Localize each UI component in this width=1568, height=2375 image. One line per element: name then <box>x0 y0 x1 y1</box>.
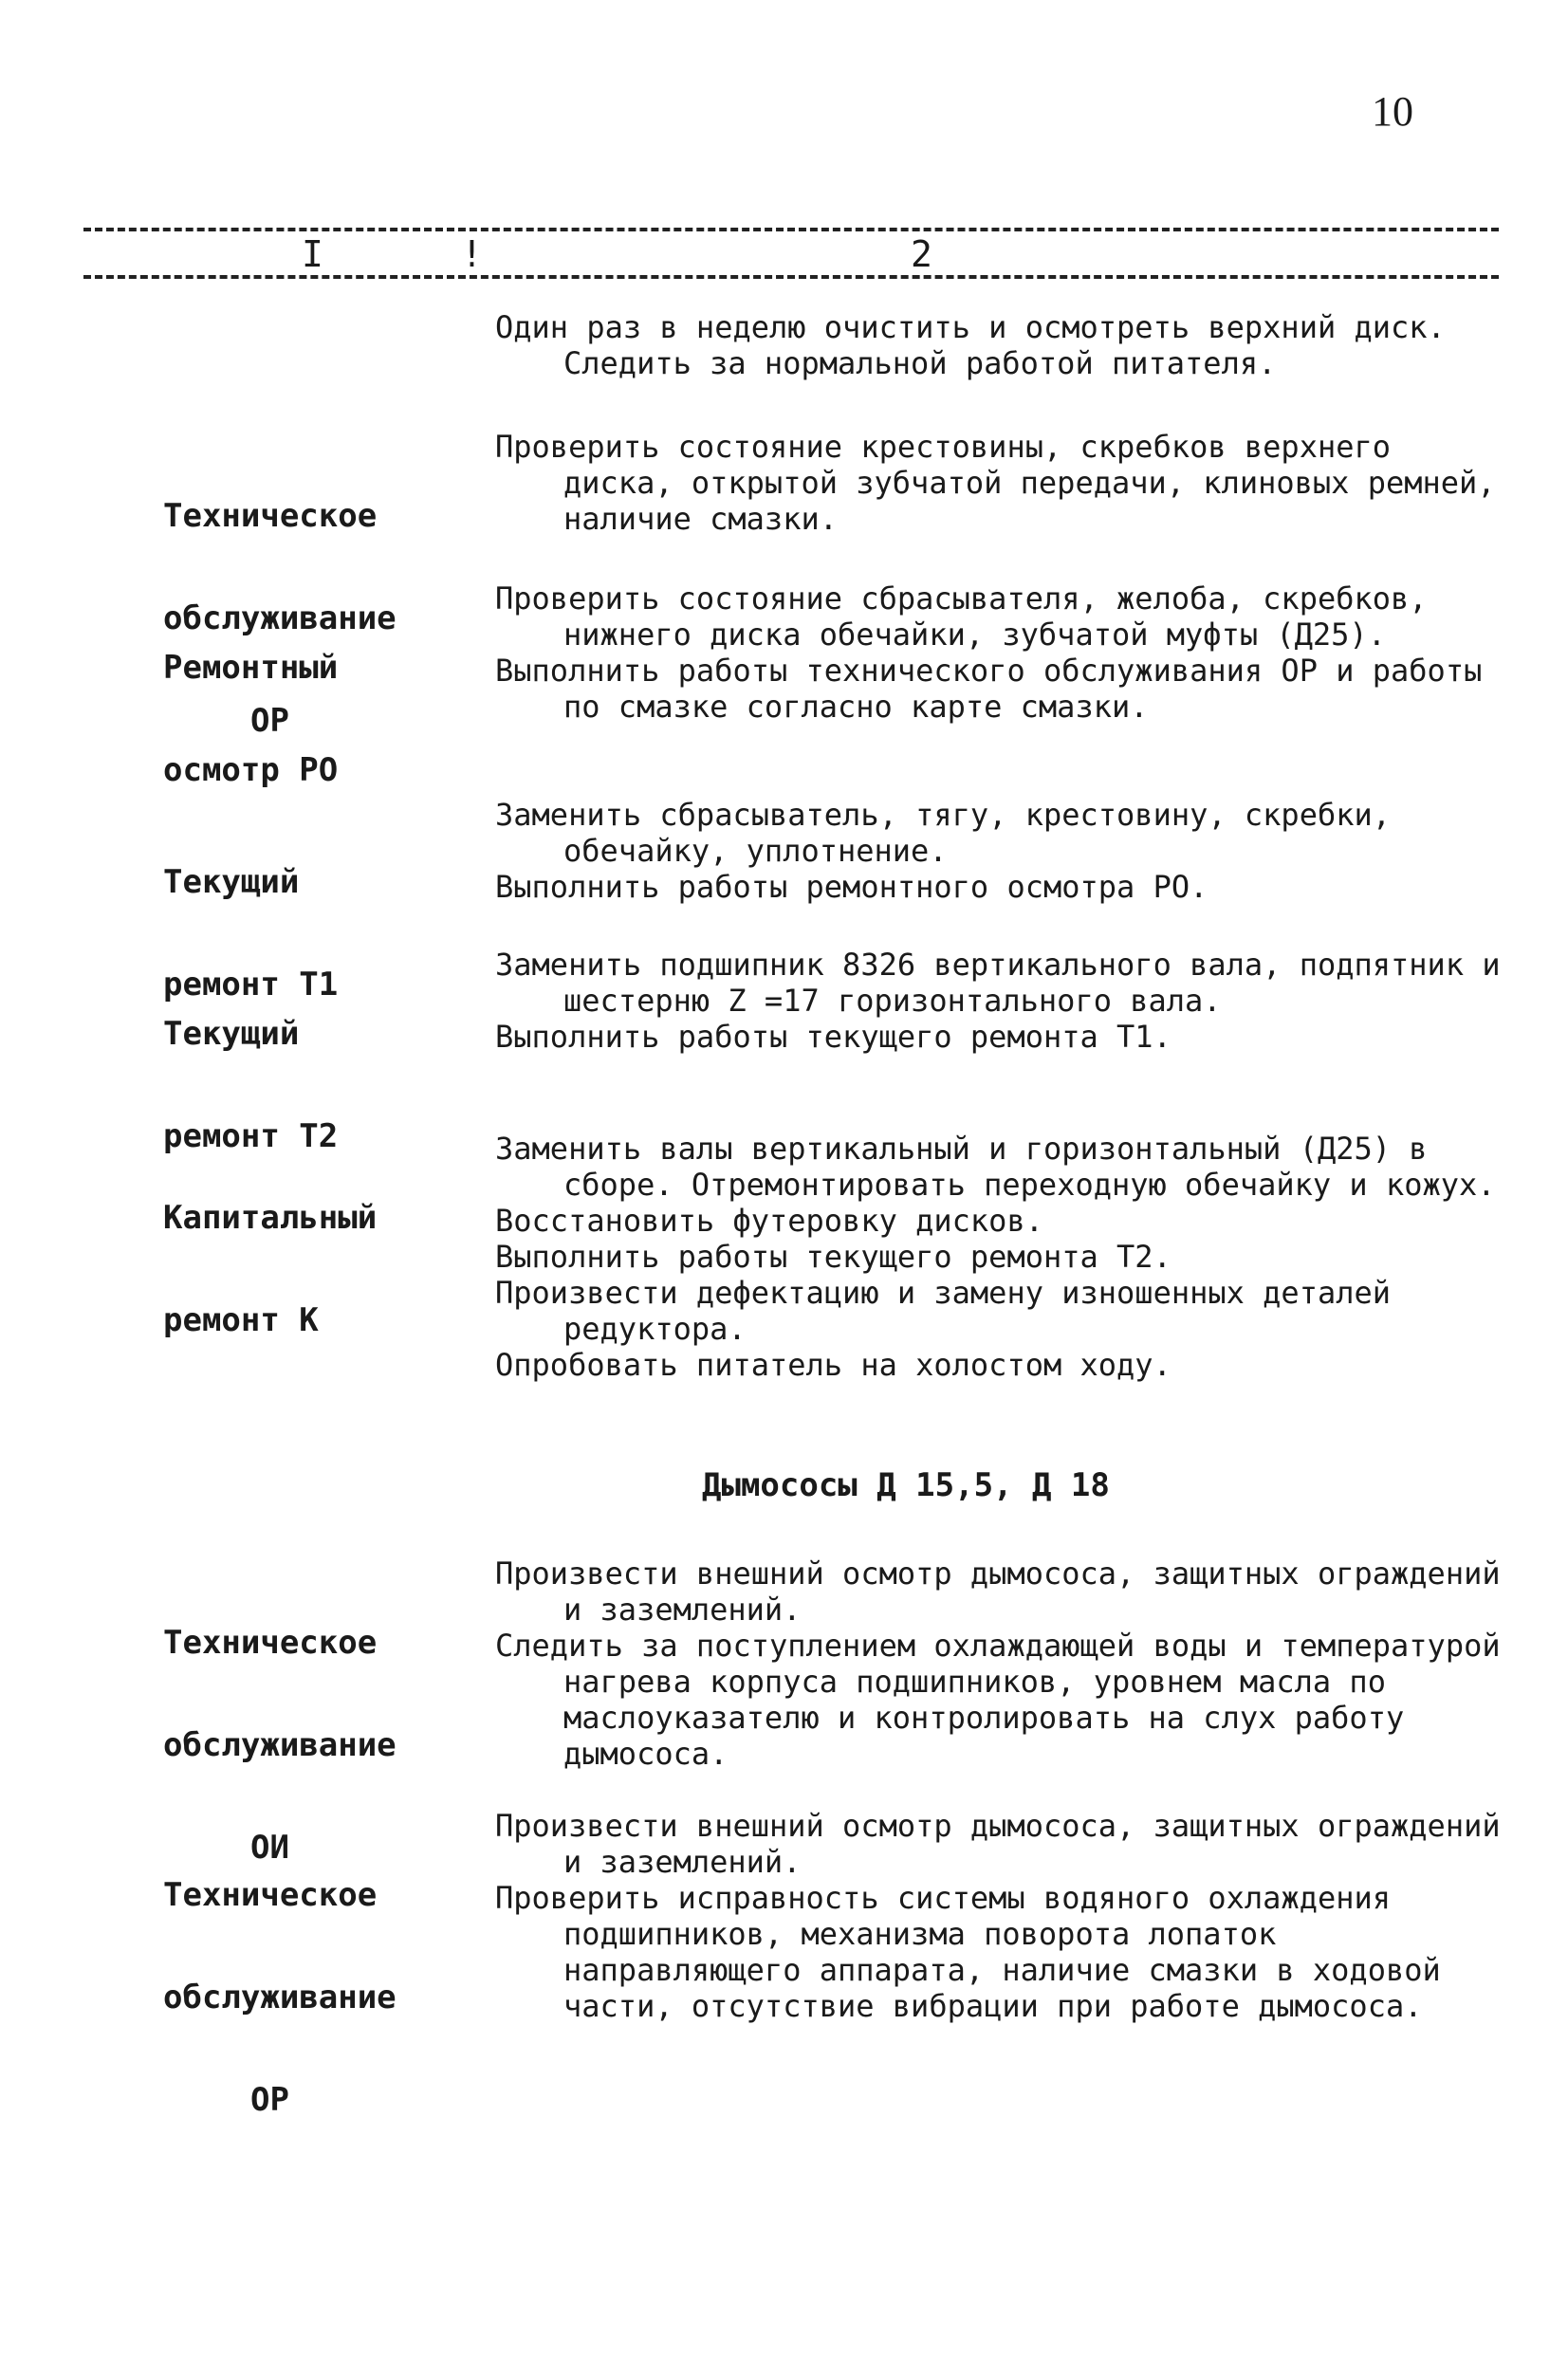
row-paragraph: Выполнить работы ремонтного осмотра РО. <box>495 869 1208 905</box>
row-label <box>163 1810 397 2151</box>
page-number: 10 <box>1372 88 1413 135</box>
row-text <box>495 1808 1501 2024</box>
row-label-line: Капитальный <box>163 1199 378 1237</box>
header-col2: 2 <box>911 233 932 275</box>
row-label-line: ОР <box>250 2081 289 2119</box>
row-label <box>163 1132 377 1372</box>
row-label-line: Текущий <box>163 1015 300 1053</box>
row-label-line: обслуживание <box>163 599 397 637</box>
row-label-line: ремонт Т2 <box>163 1117 339 1155</box>
header-bottom-rule <box>83 275 1499 279</box>
row-label-line: ОР <box>250 702 289 740</box>
row-paragraph: Восстановить футеровку дисков. <box>495 1203 1043 1239</box>
row-label-line: обслуживание <box>163 1979 397 2016</box>
header-col1: I <box>302 233 323 275</box>
header-separator: ! <box>461 233 483 275</box>
row-text <box>495 797 1501 905</box>
row-text <box>495 580 1501 725</box>
row-label-line: Техническое <box>163 1624 378 1662</box>
row-paragraph: Произвести дефектацию и замену изношенных деталей редуктора. <box>495 1275 1392 1347</box>
row-label-line: ОИ <box>250 1829 289 1867</box>
intro-paragraph: Один раз в неделю очистить и осмотреть верхний диск. Следить за нормальной работой питателя. <box>495 309 1446 381</box>
section-heading: Дымососы Д 15,5, Д 18 <box>702 1466 1110 1504</box>
row-paragraph: Произвести внешний осмотр дымососа, защитных ограждений и заземлений. <box>495 1556 1501 1628</box>
row-text <box>495 947 1501 1055</box>
row-paragraph: Выполнить работы текущего ремонта Т2. <box>495 1239 1171 1275</box>
row-paragraph: Заменить валы вертикальный и горизонтальный (Д25) в сборе. Отремонтировать переходную обечайку и кожух. <box>495 1131 1496 1203</box>
row-paragraph: Заменить подшипник 8326 вертикального вала, подпятник и шестерню Z =17 горизонтального вала. <box>495 947 1501 1019</box>
row-text <box>495 1131 1501 1383</box>
row-paragraph: Следить за поступлением охлаждающей воды и температурой нагрева корпуса подшипников, уровнем масла по маслоуказателю и контролировать на слух работу дымососа. <box>495 1628 1501 1772</box>
row-label-line: ремонт К <box>163 1301 319 1339</box>
row-paragraph: Произвести внешний осмотр дымососа, защитных ограждений и заземлений. <box>495 1808 1501 1880</box>
row-paragraph: Проверить состояние крестовины, скребков верхнего диска, открытой зубчатой передачи, клиновых ремней, наличие смазки. <box>495 429 1496 537</box>
row-text <box>495 429 1501 537</box>
header-top-rule <box>83 228 1499 231</box>
row-paragraph: Опробовать питатель на холостом ходу. <box>495 1347 1171 1383</box>
row-paragraph: Заменить сбрасыватель, тягу, крестовину, скребки, обечайку, уплотнение. <box>495 797 1392 869</box>
row-paragraph: Выполнить работы технического обслуживания ОР и работы по смазке согласно карте смазки. <box>495 653 1483 725</box>
row-label-line: Техническое <box>163 497 378 535</box>
row-label-line: осмотр РО <box>163 751 339 789</box>
row-paragraph: Выполнить работы текущего ремонта Т1. <box>495 1019 1171 1055</box>
row-paragraph: Проверить исправность системы водяного охлаждения подшипников, механизма поворота лопаток направляющего аппарата, наличие смазки в ходовой части, отсутствие вибрации при работе дымососа. <box>495 1880 1441 2024</box>
row-label-line: ремонт Т1 <box>163 966 339 1003</box>
row-label-line: Техническое <box>163 1876 378 1914</box>
row-label-line: обслуживание <box>163 1726 397 1764</box>
row-label-line: Текущий <box>163 863 300 901</box>
row-text <box>495 1556 1501 1772</box>
intro-text <box>495 309 1501 381</box>
row-label-line: Ремонтный <box>163 649 339 687</box>
row-paragraph: Проверить состояние сбрасывателя, желоба, скребков, нижнего диска обечайки, зубчатой муфты (Д25). <box>495 580 1428 653</box>
row-label <box>163 582 338 821</box>
